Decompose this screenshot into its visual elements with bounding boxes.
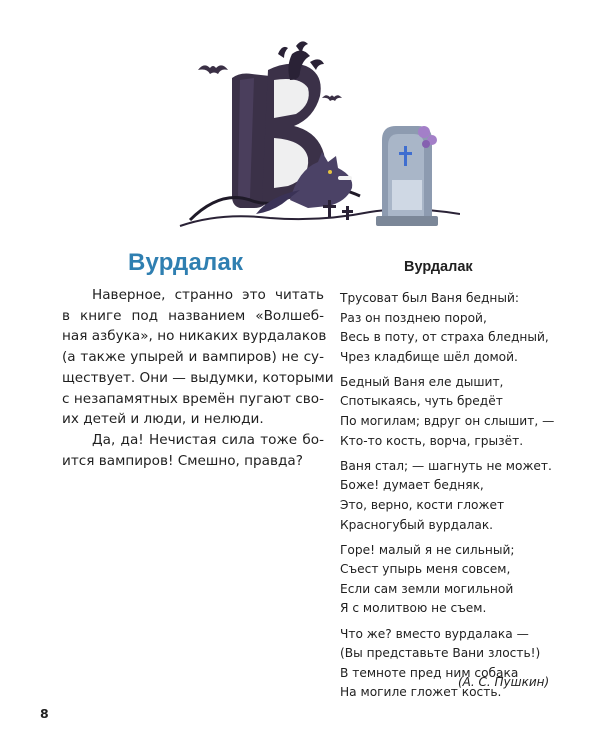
poem-line: Ваня стал; — шагнуть не может.: [340, 458, 552, 473]
poem-line: Чрез кладбище шёл домой.: [340, 349, 518, 364]
article-body: [62, 285, 334, 471]
poem-title: Вурдалак: [404, 259, 473, 275]
poem-line: Горе! малый я не сильный;: [340, 542, 515, 557]
poem-line: Это, верно, кости гложет: [340, 497, 505, 512]
poem-line: В темноте пред ним собака: [340, 665, 519, 680]
prose-line: с незапамятных времён пугают сво-: [62, 390, 324, 407]
poem-stanza: [340, 373, 570, 451]
poem-line: Боже! думает бедняк,: [340, 478, 484, 493]
poem-stanza: [340, 289, 570, 367]
prose-line: ная азбука», но никаких вурдалаков: [62, 328, 327, 345]
poem-line: Я с молитвою не съем.: [340, 601, 487, 616]
poem-stanza: [340, 625, 570, 703]
prose-line: Наверное, странно это читать: [92, 287, 324, 303]
poem-line: Красногубый вурдалак.: [340, 517, 494, 532]
poem-attribution: (А. С. Пушкин): [458, 675, 550, 689]
letter-v-illustration: [170, 40, 460, 235]
poem-stanza: [340, 457, 570, 535]
poem-line: Трусоват был Ваня бедный:: [340, 291, 520, 305]
poem-line: На могиле гложет кость.: [340, 685, 502, 700]
poem-body: [340, 289, 570, 708]
prose-line: Да, да! Нечистая сила тоже бо-: [92, 431, 324, 448]
article-paragraph: [62, 285, 334, 430]
article-paragraph: [62, 430, 324, 471]
page-number: 8: [40, 706, 49, 721]
bat-icon: [198, 65, 228, 74]
poem-line: Съест упырь меня совсем,: [340, 562, 511, 577]
article-title: Вурдалак: [128, 249, 244, 276]
poem-line: Кто-то кость, ворча, грызёт.: [340, 433, 524, 448]
prose-line: ществует. Они — выдумки, которыми: [62, 369, 334, 386]
bat-icon: [322, 95, 342, 101]
poem-line: Если сам земли могильной: [340, 581, 514, 596]
poem-line: Спотыкаясь, чуть бредёт: [340, 394, 503, 409]
prose-line: (а также упырей и вампиров) не су-: [62, 349, 324, 366]
poem-stanza: [340, 541, 570, 619]
poem-line: Бедный Ваня еле дышит,: [340, 374, 504, 389]
poem-line: Раз он позднею порой,: [340, 310, 487, 325]
prose-line: ится вампиров! Смешно, правда?: [62, 452, 303, 469]
poem-line: По могилам; вдруг он слышит, —: [340, 414, 555, 429]
prose-line: в книге под названием «Волшеб-: [62, 307, 324, 324]
poem-line: (Вы представьте Вани злость!): [340, 646, 541, 661]
poem-line: Весь в поту, от страха бледный,: [340, 330, 549, 345]
poem-line: Что же? вместо вурдалака —: [340, 626, 529, 641]
prose-line: их детей и люди, и нелюди.: [62, 411, 264, 428]
